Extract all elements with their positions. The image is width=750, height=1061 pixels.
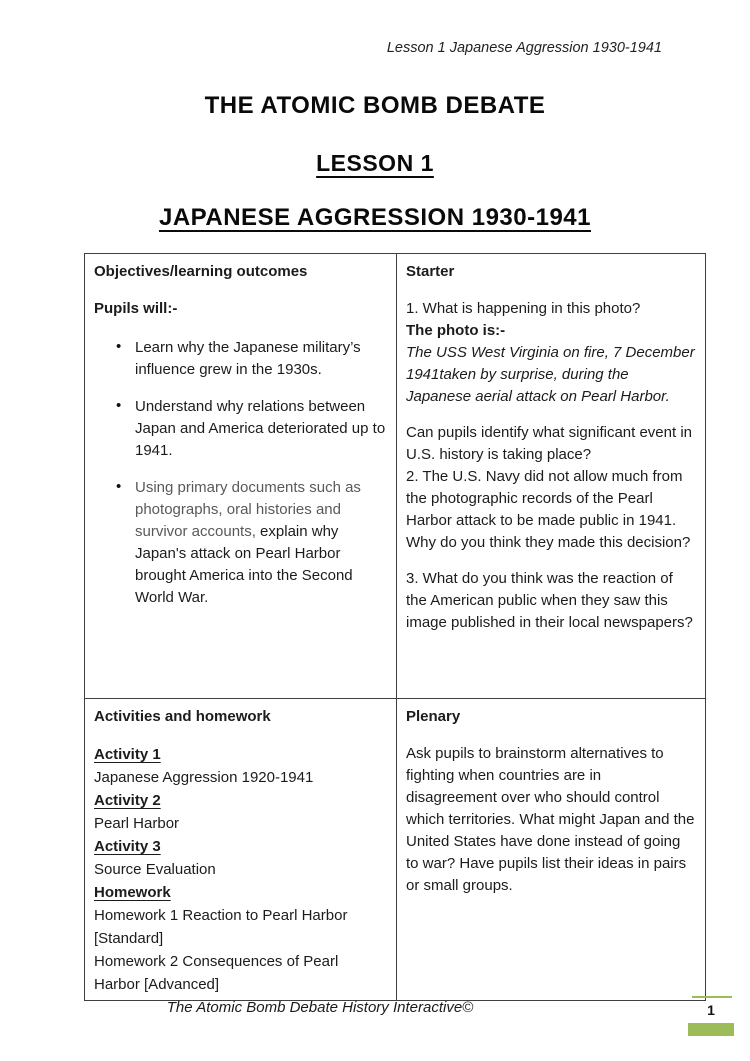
bullet-icon: • <box>116 338 122 355</box>
page-number-rule <box>692 996 732 998</box>
activities-cell <box>85 699 397 1001</box>
objectives-cell <box>85 254 397 699</box>
running-header: Lesson 1 Japanese Aggression 1930-1941 <box>386 40 662 56</box>
page-number: 1 <box>707 1002 715 1018</box>
bullet-text: explain why Japan's attack on Pearl Harbor brought America into the Second World War. <box>135 523 353 606</box>
lesson-heading: LESSON 1 <box>316 150 434 176</box>
activity-label: Activity 3 <box>94 838 161 855</box>
topic-heading: JAPANESE AGGRESSION 1930-1941 <box>158 204 591 231</box>
bullet-icon: • <box>116 397 122 414</box>
plenary-cell <box>397 699 706 1001</box>
lesson-plan-table <box>84 253 706 1001</box>
activity-title: Japanese Aggression 1920-1941 <box>94 769 314 786</box>
activities-heading: Activities and homework <box>94 708 271 725</box>
activity-title: Source Evaluation <box>94 861 216 878</box>
activity-title: Pearl Harbor <box>94 815 180 832</box>
table-row <box>85 254 706 699</box>
plenary-text: Ask pupils to brainstorm alternatives to fighting when countries are in disagreement over who should control which territories. What might Japan and the United States have done instead of going to war? Have pupils list their ideas in pairs or small groups. <box>406 745 695 894</box>
objectives-heading: Objectives/learning outcomes <box>94 263 308 280</box>
starter-cell <box>397 254 706 699</box>
starter-photo-caption: The USS West Virginia on fire, 7 December 1941taken by surprise, during the Japanese aerial attack on Pearl Harbor. <box>406 344 695 405</box>
objectives-bullet-list <box>94 337 387 609</box>
starter-photo-label: The photo is:- <box>406 322 506 339</box>
page-number-bar <box>688 1023 734 1036</box>
homework-label: Homework <box>94 884 171 901</box>
plenary-heading: Plenary <box>406 708 461 725</box>
bullet-muted-text: Using primary documents such as photographs, oral histories and survivor accounts, <box>135 479 361 540</box>
page-number-block <box>688 996 734 1036</box>
bullet-icon: • <box>116 478 122 495</box>
activity-label: Activity 1 <box>94 746 161 763</box>
list-item <box>116 396 387 462</box>
starter-question-1: 1. What is happening in this photo? <box>406 300 641 317</box>
starter-heading: Starter <box>406 263 455 280</box>
running-footer: The Atomic Bomb Debate History Interactive© <box>166 999 474 1016</box>
bullet-text: Understand why relations between Japan and America deteriorated up to 1941. <box>135 398 386 459</box>
page-title: THE ATOMIC BOMB DEBATE <box>204 92 546 119</box>
activity-label: Activity 2 <box>94 792 161 809</box>
starter-question-3: 3. What do you think was the reaction of the American public when they saw this image published in their local newspapers? <box>406 570 693 631</box>
starter-question-2: 2. The U.S. Navy did not allow much from the photographic records of the Pearl Harbor attack to be made public in 1941. Why do you think they made this decision? <box>406 468 691 551</box>
homework-item: Homework 1 Reaction to Pearl Harbor [Standard] <box>94 907 348 947</box>
starter-question-1-followup: Can pupils identify what significant event in U.S. history is taking place? <box>406 424 692 463</box>
table-row <box>85 699 706 1001</box>
list-item <box>116 337 387 381</box>
bullet-text: Learn why the Japanese military’s influence grew in the 1930s. <box>135 339 361 378</box>
objectives-intro: Pupils will:- <box>94 300 178 317</box>
list-item <box>116 477 387 609</box>
homework-item: Homework 2 Consequences of Pearl Harbor [Advanced] <box>94 953 339 993</box>
